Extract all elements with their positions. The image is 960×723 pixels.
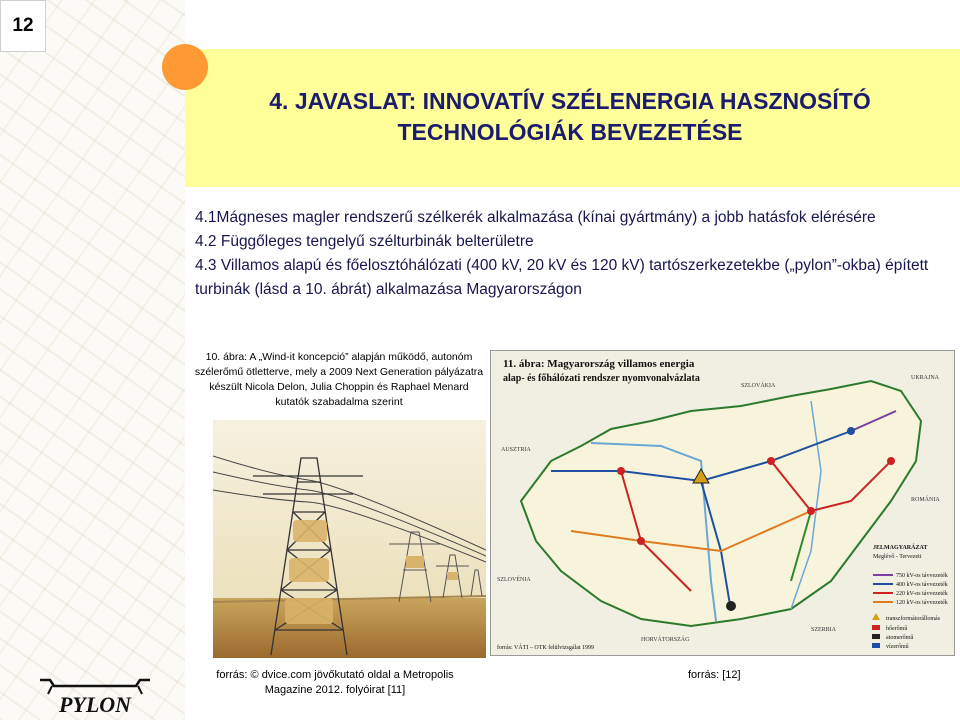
neighbor-label: SZLOVÁKIA — [741, 383, 776, 389]
map-title-line-2: alap- és főhálózati rendszer nyomvonalvázlata — [503, 373, 700, 384]
neighbor-label: AUSZTRIA — [501, 447, 531, 453]
pylon-logo — [30, 676, 160, 718]
figure-10-source: forrás: © dvice.com jövőkutató oldal a Metropolis Magazine 2012. folyóirat [11] — [216, 669, 454, 696]
neighbor-label: ROMÁNIA — [911, 497, 940, 503]
figure-10-caption: 10. ábra: A „Wind-it koncepció” alapján működő, autonóm szélerőmű ötletterve, mely a 2009 Next Generation pályázatra készült Nicola Delon, Julia Choppin és Raphael Menard kutatók szabadalma szerint — [194, 351, 484, 408]
map-legend-subtitle: Meglévő - Tervezett — [873, 554, 922, 560]
map-source-note: forrás: VÁTI – OTK felülvizsgálat 1999 — [497, 645, 595, 651]
proposal-list — [195, 206, 955, 302]
proposal-item: 4.1Mágneses magler rendszerű szélkerék alkalmazása (kínai gyártmány) a jobb hatásfok elérésére — [195, 209, 876, 226]
legend-line-label: 220 kV-os távvezeték — [896, 591, 948, 597]
proposal-item: 4.2 Függőleges tengelyű szélturbinák belterületre — [195, 233, 534, 250]
neighbor-label: UKRAJNA — [911, 375, 940, 381]
legend-station-label: hőerőmű — [886, 626, 908, 632]
legend-station-label: atomerőmű — [886, 635, 914, 641]
legend-line-label: 120 kV-os távvezeték — [896, 600, 948, 606]
orange-circle-decoration — [162, 44, 208, 90]
map-legend-title: JELMAGYARÁZAT — [873, 545, 928, 551]
figure-11-hungary-grid-map — [490, 350, 955, 656]
section-heading — [240, 86, 900, 148]
legend-station-label: transzformátorállomás — [886, 616, 940, 622]
logo-text: PYLON — [58, 692, 132, 717]
figure-11-source: forrás: [12] — [688, 669, 741, 681]
decorative-pylon-pattern — [0, 0, 185, 720]
neighbor-label: HORVÁTORSZÁG — [641, 637, 690, 643]
neighbor-label: SZLOVÉNIA — [497, 577, 531, 583]
proposal-item: 4.3 Villamos alapú és főelosztóhálózati (400 kV, 20 kV és 120 kV) tartószerkezetekbe („pylon”-okba) épített turbinák (lásd a 10. ábrát) alkalmazása Magyarországon — [195, 257, 929, 298]
legend-line-label: 750 kV-os távvezeték — [896, 573, 948, 579]
figure-10-pylon-turbine-photo — [213, 420, 486, 658]
legend-line-label: 400 kV-os távvezeték — [896, 582, 948, 588]
neighbor-label: SZERBIA — [811, 627, 837, 633]
legend-station-label: vízerőmű — [886, 644, 909, 650]
heading-line-1: 4. JAVASLAT: INNOVATÍV SZÉLENERGIA HASZNOSÍTÓ — [269, 88, 871, 114]
map-title-line-1: 11. ábra: Magyarország villamos energia — [503, 358, 695, 370]
heading-line-2: TECHNOLÓGIÁK BEVEZETÉSE — [397, 119, 743, 145]
page-number: 12 — [0, 0, 46, 52]
